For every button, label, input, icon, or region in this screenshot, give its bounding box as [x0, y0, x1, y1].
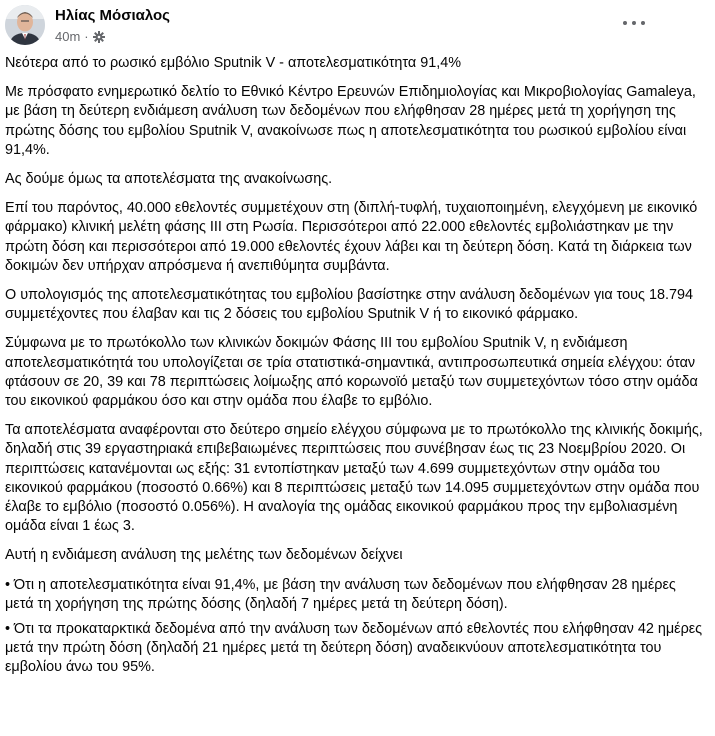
bullet-item: • Ότι τα προκαταρκτικά δεδομένα από την ανάλυση των δεδομένων από εθελοντές που ελήφθησαν 42 ημέρες μετά την πρώτη δόση (δηλαδή 21 ημέρες μετά τη δεύτερη δόση) αναδεικνύουν αποτελεσματικότητα του εμβολίου άνω του 95%.	[5, 621, 703, 676]
avatar[interactable]	[5, 5, 45, 45]
post-paragraph: Σύμφωνα με το πρωτόκολλο των κλινικών δοκιμών Φάσης ΙΙΙ του εμβολίου Sputnik V, η ενδιάμεση αποτελεσματικότητά του υπολογίζεται σε τρία στατιστικά-σημαντικά, αντιπροσωπευτικά σημεία ελέγχου: όταν φτάσουν σε 20, 39 και 78 περιπτώσεις λοίμωξης από κορωνοϊό μεταξύ των συμμετεχόντων τόσο στην ομάδα του εικονικού φαρμάκου όσο και στην ομάδα που έλαβε το εμβόλιο.	[5, 335, 698, 410]
meta-separator: ·	[84, 29, 89, 44]
author-name[interactable]: Ηλίας Μόσιαλος	[55, 7, 170, 24]
more-dot	[641, 21, 645, 25]
gear-icon[interactable]	[93, 31, 105, 43]
post-paragraph: Τα αποτελέσματα αναφέρονται στο δεύτερο σημείο ελέγχου σύμφωνα με το πρωτόκολλο της κλινικής δοκιμής, δηλαδή στις 39 εργαστηριακά επιβεβαιωμένες περιπτώσεις που συνέβησαν έως τις 23 Νοεμβρίου 2020. Οι περιπτώσεις κατανέμονται ως εξής: 31 εντοπίστηκαν μεταξύ των 4.699 συμμετεχόντων στην ομάδα του εικονικού φαρμάκου (ποσοστό 0.66%) και 8 περιπτώσεις μεταξύ των 14.095 συμμετεχόντων στην ομάδα που έλαβε το εμβόλιο (ποσοστό 0.056%). Η αναλογία της ομάδας εικονικού φαρμάκου προς την εμβολιασμένη ομάδα είναι 1 έως 3.	[5, 422, 703, 535]
post-paragraph: Αυτή η ενδιάμεση ανάλυση της μελέτης των δεδομένων δείχνει	[5, 547, 403, 564]
bullet-item: • Ότι η αποτελεσματικότητα είναι 91,4%, με βάση την ανάλυση των δεδομένων που ελήφθησαν 28 ημέρες μετά τη χορήγηση της πρώτης δόσης (δηλαδή 7 ημέρες μετά τη δεύτερη δόση).	[5, 576, 676, 612]
post-paragraph: Ο υπολογισμός της αποτελεσματικότητας του εμβολίου βασίστηκε στην ανάλυση δεδομένων για τους 18.794 συμμετέχοντες που έλαβαν και τις 2 δόσεις του εμβολίου Sputnik V ή το εικονικό φάρμακο.	[5, 287, 693, 323]
post-title-paragraph: Νεότερα από το ρωσικό εμβόλιο Sputnik V - αποτελεσματικότητα 91,4%	[5, 55, 461, 71]
post-timestamp[interactable]: 40m	[55, 29, 81, 44]
more-dot	[623, 21, 627, 25]
post-paragraph: Ας δούμε όμως τα αποτελέσματα της ανακοίνωσης.	[5, 171, 333, 188]
post-meta	[55, 29, 105, 44]
post-paragraph: Με πρόσφατο ενημερωτικό δελτίο το Εθνικό Κέντρο Ερευνών Επιδημιολογίας και Μικροβιολογίας Gamaleya, με βάση τη δεύτερη ενδιάμεση ανάλυση των δεδομένων που ελήφθησαν 28 ημέρες μετά τη χορήγηση της πρώτης δόσης του εμβολίου Sputnik V, ανακοίνωσε πως η αποτελεσματικότητα του ρωσικού εμβολίου είναι 91,4%.	[5, 84, 696, 158]
more-dot	[632, 21, 636, 25]
avatar-portrait	[5, 5, 45, 45]
post-body	[5, 54, 705, 684]
more-options-icon[interactable]	[623, 16, 645, 30]
post-paragraph: Επί του παρόντος, 40.000 εθελοντές συμμετέχουν στη (διπλή-τυφλή, τυχαιοποιημένη, ελεγχόμενη με εικονικό φάρμακο) κλινική μελέτη φάσης III στη Ρωσία. Περισσότεροι από 22.000 εθελοντές εμβολιάστηκαν με την πρώτη δόση και περισσότεροι από 19.000 εθελοντές έχουν λάβει και τη δεύτερη δόση. Κατά τη διάρκεια των δοκιμών δεν υπήρχαν απρόσμενα ή ανεπιθύμητα συμβάντα.	[5, 200, 698, 274]
post-header	[5, 5, 715, 47]
